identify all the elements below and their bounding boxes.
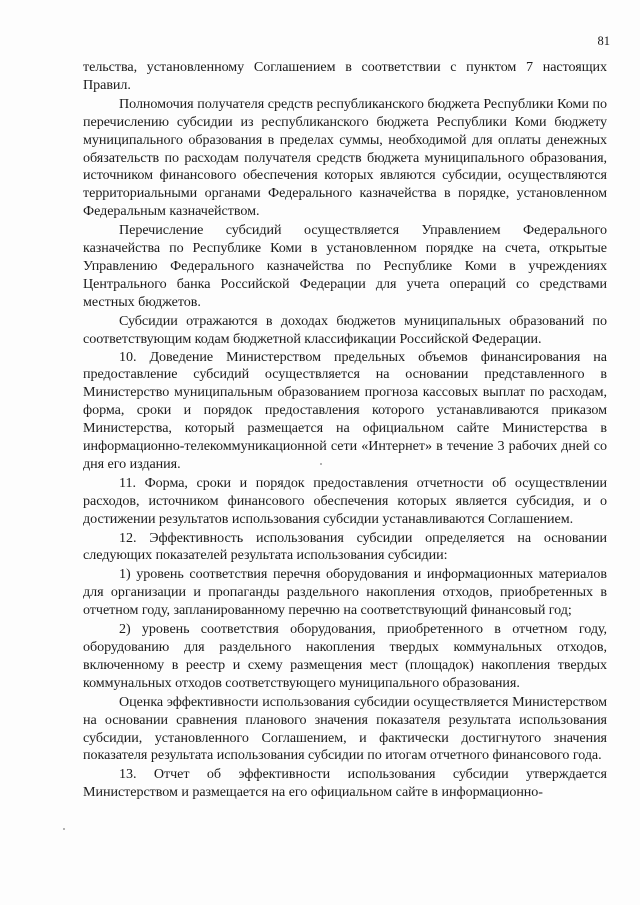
paragraph-treasury-authority: Полномочия получателя средств республиканского бюджета Республики Коми по перечислению субсидии из республиканского бюджета Республики Коми бюджету муниципального образования в пределах суммы, необходимой для оплаты денежных обязательств по расходам получателя средств бюджета муниципального образования, источником финансового обеспечения которых являются субсидии, осуществляются территориальными органами Федерального казначейства в порядке, установленном Федеральным казначейством. [83,95,607,220]
paragraph-indicator-2: 2) уровень соответствия оборудования, приобретенного в отчетном году, оборудованию для раздельного накопления твердых коммунальных отходов, включенному в реестр и схему размещения мест (площадок) накопления твердых коммунальных отходов соответствующего муниципального образования. [83,621,607,691]
paragraph-clause-13: 13. Отчет об эффективности использования субсидии утверждается Министерством и размещается на его официальном сайте в информационно- [83,766,607,801]
paragraph-continuation: тельства, установленному Соглашением в соответствии с пунктом 7 настоящих Правил. [83,59,607,93]
scan-speck [63,828,65,830]
paragraph-transfer: Перечисление субсидий осуществляется Управлением Федерального казначейства по Республике Коми в установленном порядке на счета, открытые Управлению Федерального казначейства по Республике Коми в учреждениях Центрального банка Российской Федерации для учета операций со средствами местных бюджетов. [83,222,607,310]
paragraph-indicator-1: 1) уровень соответствия перечня оборудования и информационных материалов для организации и пропаганды раздельного накопления отходов, приобретенных в отчетном году, запланированному перечню на соответствующий финансовый год; [83,566,607,619]
paragraph-efficiency-assessment: Оценка эффективности использования субсидии осуществляется Министерством на основании сравнения планового значения показателя результата использования субсидии, установленного Соглашением, и фактически достигнутого значения показателя результата использования субсидии по итогам отчетного финансового года. [83,693,607,764]
paragraph-income-reflection: Субсидии отражаются в доходах бюджетов муниципальных образований по соответствующим кодам бюджетной классификации Российской Федерации. [83,312,607,347]
document-body [83,59,607,802]
paragraph-clause-12: 12. Эффективность использования субсидии определяется на основании следующих показателей результата использования субсидии: [83,529,607,564]
scan-speck [320,463,322,465]
paragraph-clause-11: 11. Форма, сроки и порядок предоставления отчетности об осуществлении расходов, источником финансового обеспечения которых является субсидия, и о достижении результатов использования субсидии устанавливаются Соглашением. [83,474,607,527]
paragraph-clause-10: 10. Доведение Министерством предельных объемов финансирования на предоставление субсидий осуществляется на основании представленного в Министерство муниципальным образованием прогноза кассовых выплат по расходам, форма, сроки и порядок предоставления которого устанавливаются приказом Министерства, который размещается на официальном сайте Министерства в информационно-телекоммуникационной сети «Интернет» в течение 3 рабочих дней со дня его издания. [83,348,607,472]
page-number: 81 [597,34,610,48]
